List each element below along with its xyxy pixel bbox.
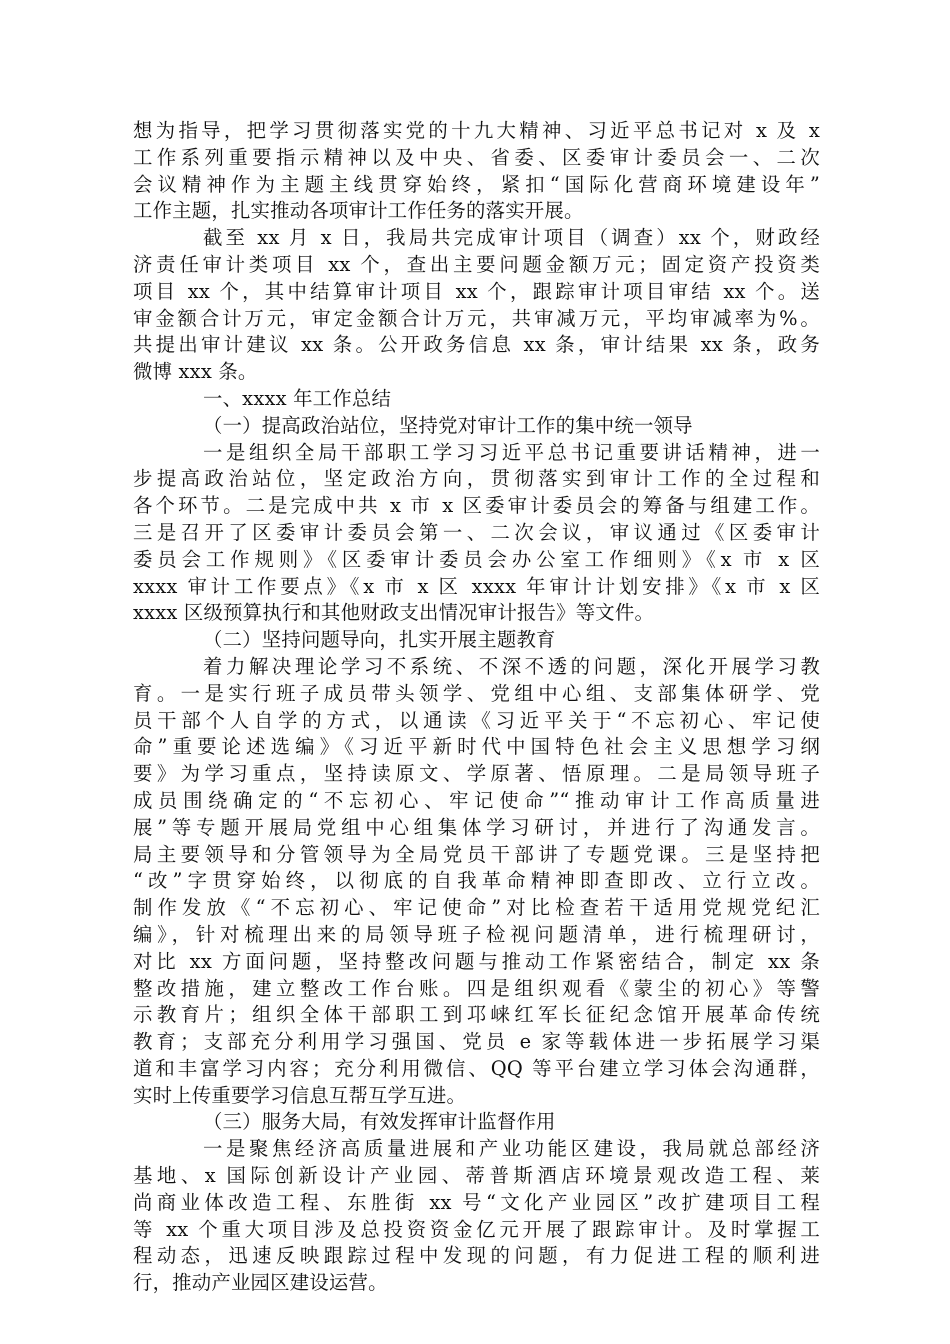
document-body <box>133 118 820 1297</box>
text-line: 一、xxxx 年工作总结 <box>203 386 392 410</box>
text-line: 一是组织全局干部职工学习习近平总书记重要讲话精神，进一 <box>203 440 820 464</box>
text-line: 审金额合计万元，审定金额合计万元，共审减万元，平均审减率为%。 <box>133 306 820 330</box>
text-line: 道和丰富学习内容；充分利用微信、QQ 等平台建立学习体会沟通群， <box>133 1056 820 1080</box>
text-line: 命”重要论述选编》《习近平新时代中国特色社会主义思想学习纲 <box>133 735 820 759</box>
text-line: 员干部个人自学的方式，以通读《习近平关于“不忘初心、牢记使 <box>133 708 820 732</box>
text-line: 着力解决理论学习不系统、不深不透的问题，深化开展学习教 <box>203 654 820 678</box>
text-line: 会议精神作为主题主线贯穿始终，紧扣“国际化营商环境建设年” <box>133 172 820 196</box>
text-line: 各个环节。二是完成中共 x 市 x 区委审计委员会的筹备与组建工作。 <box>133 494 820 518</box>
text-line: 尚商业体改造工程、东胜街 xx 号“文化产业园区”改扩建项目工程 <box>133 1190 820 1214</box>
text-line: 示教育片；组织全体干部职工到邛崃红军长征纪念馆开展革命传统 <box>133 1003 820 1027</box>
text-line: 截至 xx 月 x 日，我局共完成审计项目（调查）xx 个，财政经 <box>203 226 820 250</box>
text-line: 一是聚焦经济高质量进展和产业功能区建设，我局就总部经济 <box>203 1137 820 1161</box>
text-line: xxxx 审计工作要点》《x 市 x 区 xxxx 年审计计划安排》《x 市 x 区 <box>133 574 820 598</box>
text-line: 要》为学习重点，坚持读原文、学原著、悟原理。二是局领导班子 <box>133 762 820 786</box>
text-line: 展”等专题开展局党组中心组集体学习研讨，并进行了沟通发言。 <box>133 815 820 839</box>
text-line: 工作系列重要指示精神以及中央、省委、区委审计委员会一、二次 <box>133 145 820 169</box>
text-line: 想为指导，把学习贯彻落实党的十九大精神、习近平总书记对 x 及 x <box>133 119 820 142</box>
text-line: 共提出审计建议 xx 条。公开政务信息 xx 条，审计结果 xx 条，政务 <box>133 333 820 357</box>
text-line: 行，推动产业园区建设运营。 <box>133 1271 388 1295</box>
text-line: 工作主题，扎实推动各项审计工作任务的落实开展。 <box>133 199 584 223</box>
text-line: （二）坚持问题导向，扎实开展主题教育 <box>203 628 556 652</box>
text-line: 等 xx 个重大项目涉及总投资资金亿元开展了跟踪审计。及时掌握工 <box>133 1217 820 1241</box>
text-line: 委员会工作规则》《区委审计委员会办公室工作细则》《x 市 x 区 <box>133 547 820 571</box>
text-line: 成员围绕确定的“不忘初心、牢记使命”“推动审计工作高质量进 <box>133 788 820 812</box>
text-line: 局主要领导和分管领导为全局党员干部讲了专题党课。三是坚持把 <box>133 842 820 866</box>
text-line: 育。一是实行班子成员带头领学、党组中心组、支部集体研学、党 <box>133 681 820 705</box>
text-line: （一）提高政治站位，坚持党对审计工作的集中统一领导 <box>203 413 693 437</box>
text-line: 三是召开了区委审计委员会第一、二次会议，审议通过《区委审计 <box>133 520 820 544</box>
text-line: 济责任审计类项目 xx 个，查出主要问题金额万元；固定资产投资类 <box>133 252 820 276</box>
text-line: xxxx 区级预算执行和其他财政支出情况审计报告》等文件。 <box>133 601 655 625</box>
text-line: 教育；支部充分利用学习强国、党员 e 家等载体进一步拓展学习渠 <box>133 1030 820 1054</box>
text-line: “改”字贯穿始终，以彻底的自我革命精神即查即改、立行立改。 <box>133 869 820 893</box>
text-line: 实时上传重要学习信息互帮互学互进。 <box>133 1083 467 1107</box>
text-line: 编》，针对梳理出来的局领导班子检视问题清单，进行梳理研讨， <box>133 922 820 946</box>
text-line: （三）服务大局，有效发挥审计监督作用 <box>203 1110 556 1134</box>
text-line: 项目 xx 个，其中结算审计项目 xx 个，跟踪审计项目审结 xx 个。送 <box>133 279 820 303</box>
text-line: 制作发放《“不忘初心、牢记使命”对比检查若干适用党规党纪汇 <box>133 896 820 920</box>
text-line: 基地、x 国际创新设计产业园、蒂普斯酒店环境景观改造工程、莱 <box>133 1164 820 1188</box>
text-line: 程动态，迅速反映跟踪过程中发现的问题，有力促进工程的顺利进 <box>133 1244 820 1268</box>
text-line: 步提高政治站位，坚定政治方向，贯彻落实到审计工作的全过程和 <box>133 467 820 491</box>
text-line: 微博 xxx 条。 <box>133 360 258 384</box>
text-line: 整改措施，建立整改工作台账。四是组织观看《蒙尘的初心》等警 <box>133 976 820 1000</box>
text-line: 对比 xx 方面问题，坚持整改问题与推动工作紧密结合，制定 xx 条 <box>133 949 820 973</box>
